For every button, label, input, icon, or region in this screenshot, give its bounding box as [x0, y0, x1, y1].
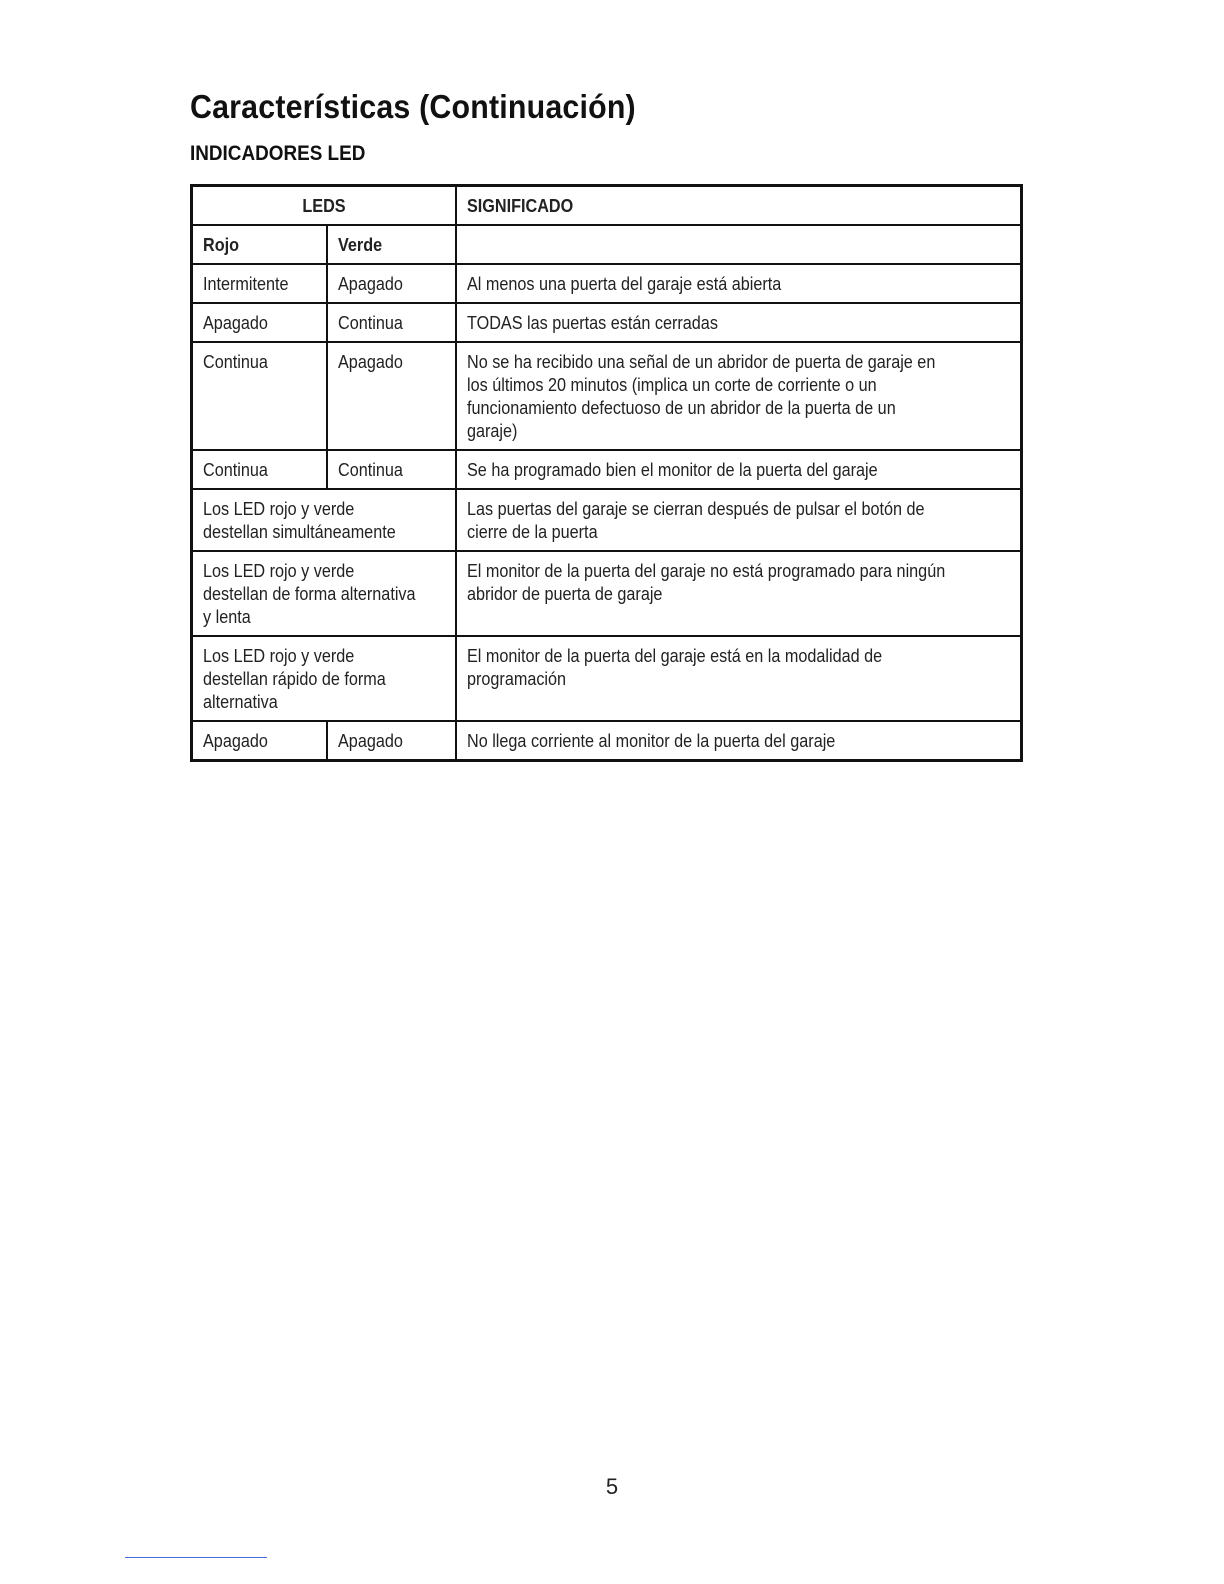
cell-combined-leds: Los LED rojo y verde destellan simultáneamente [192, 489, 456, 551]
cell-green: Continua [327, 303, 456, 342]
table-row [192, 721, 1022, 761]
table-row [192, 551, 1022, 636]
cell-green: Apagado [327, 264, 456, 303]
cell-green: Continua [327, 450, 456, 489]
subheader-empty [456, 225, 1022, 264]
cell-meaning: Se ha programado bien el monitor de la puerta del garaje [456, 450, 1022, 489]
table-header-row [192, 186, 1022, 226]
table-row [192, 450, 1022, 489]
header-leds: LEDS [192, 186, 456, 226]
cell-red: Apagado [192, 303, 327, 342]
footer-rule [125, 1557, 267, 1558]
section-title: INDICADORES LED [190, 142, 366, 165]
cell-meaning: No se ha recibido una señal de un abridor de puerta de garaje en los últimos 20 minutos (implica un corte de corriente o un funcionamiento defectuoso de un abridor de la puerta de un garaje) [456, 342, 1022, 450]
cell-red: Intermitente [192, 264, 327, 303]
table-row [192, 636, 1022, 721]
table-row [192, 489, 1022, 551]
table-row [192, 342, 1022, 450]
cell-meaning: El monitor de la puerta del garaje no está programado para ningún abridor de puerta de garaje [456, 551, 1022, 636]
subheader-green: Verde [327, 225, 456, 264]
cell-green: Apagado [327, 721, 456, 761]
header-meaning: SIGNIFICADO [456, 186, 1022, 226]
cell-red: Apagado [192, 721, 327, 761]
cell-red: Continua [192, 450, 327, 489]
subheader-red: Rojo [192, 225, 327, 264]
led-indicator-table [190, 184, 1023, 762]
table-row [192, 264, 1022, 303]
page-title: Características (Continuación) [190, 88, 636, 125]
table-row [192, 303, 1022, 342]
cell-meaning: Al menos una puerta del garaje está abierta [456, 264, 1022, 303]
cell-red: Continua [192, 342, 327, 450]
table-subheader-row [192, 225, 1022, 264]
page-number: 5 [605, 1474, 619, 1499]
cell-meaning: No llega corriente al monitor de la puerta del garaje [456, 721, 1022, 761]
cell-meaning: El monitor de la puerta del garaje está en la modalidad de programación [456, 636, 1022, 721]
cell-meaning: TODAS las puertas están cerradas [456, 303, 1022, 342]
cell-combined-leds: Los LED rojo y verde destellan de forma alternativa y lenta [192, 551, 456, 636]
cell-combined-leds: Los LED rojo y verde destellan rápido de forma alternativa [192, 636, 456, 721]
cell-green: Apagado [327, 342, 456, 450]
cell-meaning: Las puertas del garaje se cierran después de pulsar el botón de cierre de la puerta [456, 489, 1022, 551]
